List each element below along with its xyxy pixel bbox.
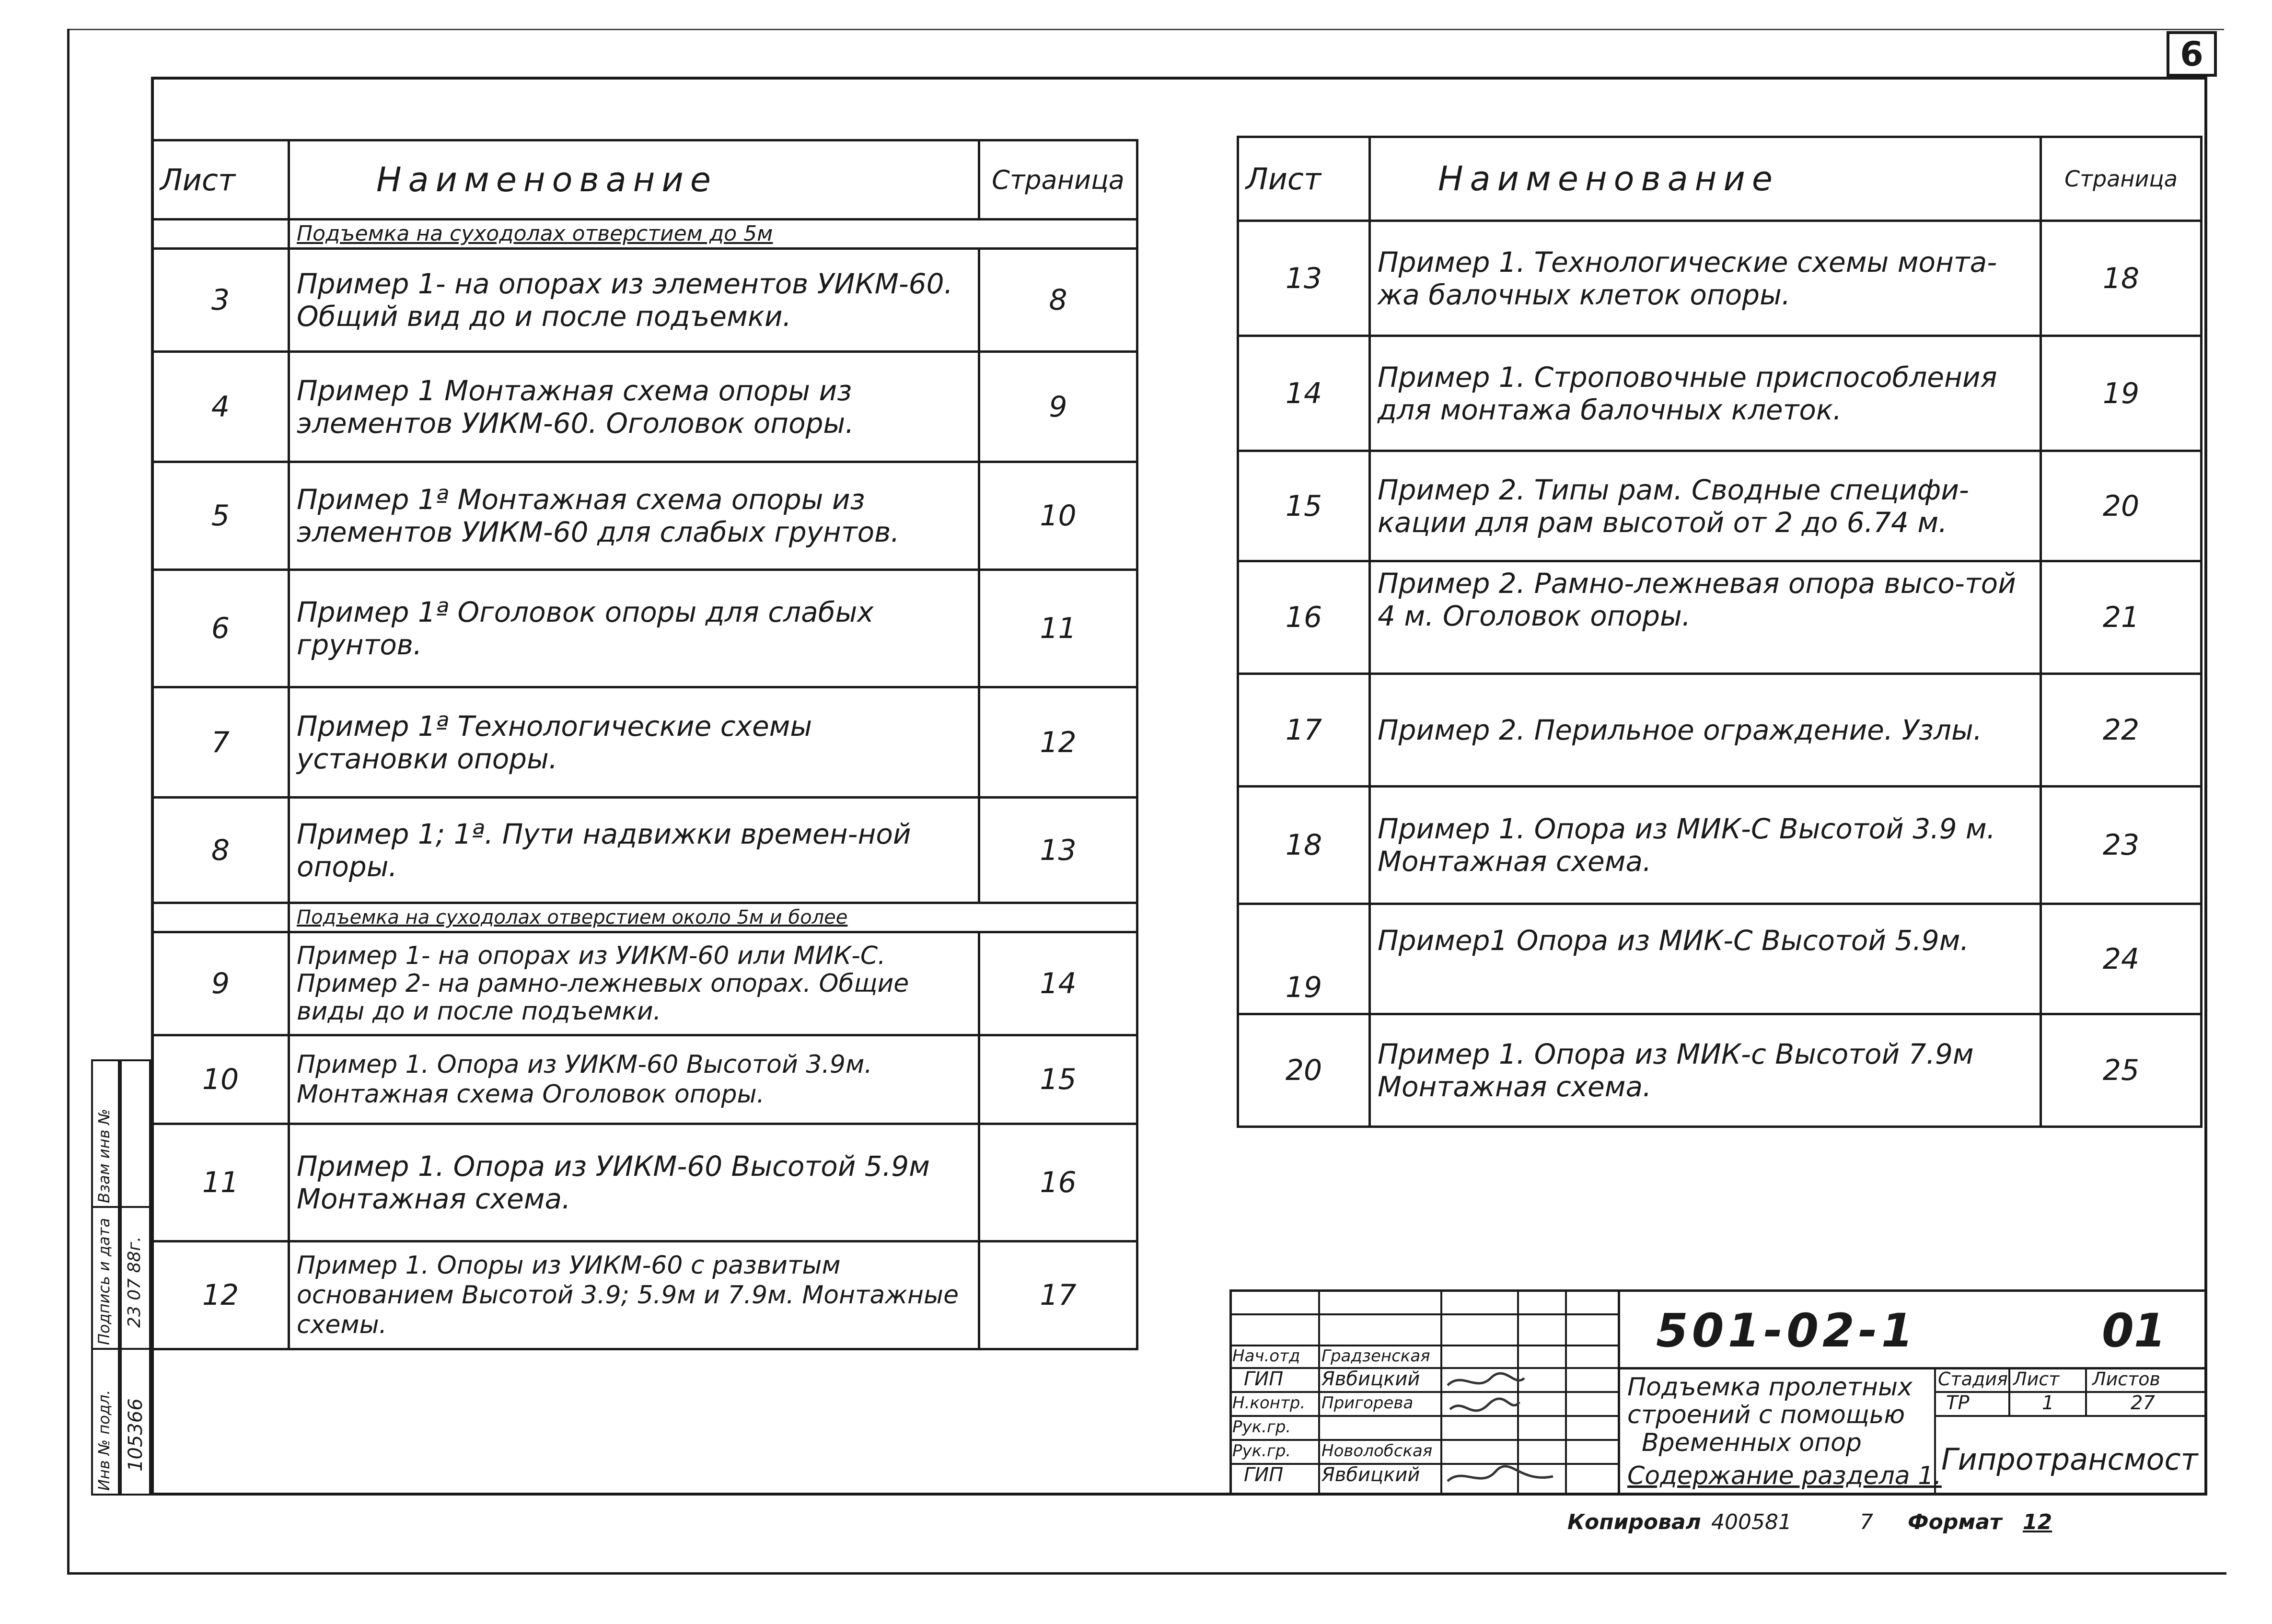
cell-list: 13 [1238, 221, 1370, 336]
section-title: Подъемка на суходолах отверстием около 5м и более [289, 903, 1137, 932]
header-list: Лист [152, 140, 289, 220]
cell-name: Пример 1. Опора из УИКМ-60 Высотой 3.9м. Монтажная схема Оголовок опоры. [289, 1035, 979, 1124]
role-label: Рук.гр. [1232, 1417, 1291, 1437]
title-line: строений с помощью [1627, 1401, 1905, 1429]
role-label: ГИП [1244, 1464, 1284, 1486]
cell-list: 3 [152, 249, 289, 352]
cell-name: Пример 1. Опора из МИК-с Высотой 7.9м Монтажная схема. [1370, 1014, 2041, 1127]
cell-list: 15 [1238, 451, 1370, 561]
contents-table-right [1237, 136, 2202, 1128]
table-row [1238, 336, 2202, 451]
cell-name: Пример 1. Опора из УИКМ-60 Высотой 5.9м Монтажная схема. [289, 1124, 979, 1241]
table-row [152, 932, 1137, 1035]
role-name: Новолобская [1321, 1441, 1433, 1461]
cell-page: 18 [2041, 221, 2202, 336]
sheet-number: 6 [2167, 31, 2217, 77]
table-row [152, 1035, 1137, 1124]
table-row [152, 1124, 1137, 1241]
table-header-row [1238, 137, 2202, 221]
cell-list: 14 [1238, 336, 1370, 451]
role-label: Н.контр. [1232, 1393, 1306, 1413]
cell-list: 16 [1238, 561, 1370, 674]
table-row [152, 462, 1137, 570]
table-row [152, 352, 1137, 462]
organization: Гипротрансмост [1941, 1442, 2198, 1477]
sign-value: 23 07 88г. [125, 1236, 144, 1328]
cell-page: 24 [2041, 904, 2202, 1014]
role-name: Явбицкий [1321, 1464, 1420, 1486]
title-line: Временных опор [1642, 1428, 1862, 1457]
cell-page: 16 [979, 1124, 1137, 1241]
sheet-value: 1 [2042, 1392, 2054, 1414]
cell-page: 25 [2041, 1014, 2202, 1127]
cell-list: 19 [1238, 904, 1370, 1014]
cell-page: 22 [2041, 674, 2202, 787]
sign-label: Подпись и дата [95, 1218, 113, 1345]
role-label: Рук.гр. [1232, 1441, 1291, 1461]
cell-page: 20 [2041, 451, 2202, 561]
table-row [1238, 451, 2202, 561]
role-label: Нач.отд [1232, 1346, 1300, 1366]
cell-list: 18 [1238, 787, 1370, 904]
cell-name: Пример 1ª Монтажная схема опоры из элементов УИКМ-60 для слабых грунтов. [289, 462, 979, 570]
cell-name: Пример 1ª Оголовок опоры для слабых грунтов. [289, 570, 979, 687]
cell-list: 4 [152, 352, 289, 462]
table-row [1238, 1014, 2202, 1127]
cell-page: 17 [979, 1241, 1137, 1349]
cell-list: 20 [1238, 1014, 1370, 1127]
cell-name: Пример 1. Строповочные приспособления для монтажа балочных клеток. [1370, 336, 2041, 451]
sheets-header: Листов [2092, 1369, 2160, 1390]
cell-page: 15 [979, 1035, 1137, 1124]
table-row [1238, 221, 2202, 336]
table-row [152, 570, 1137, 687]
section-row [152, 903, 1137, 932]
table-row [1238, 904, 2202, 1014]
format-value: 12 [2023, 1510, 2052, 1534]
table-row [152, 249, 1137, 352]
role-name: Градзенская [1321, 1346, 1430, 1366]
cell-name: Пример 1 Монтажная схема опоры из элементов УИКМ-60. Оголовок опоры. [289, 352, 979, 462]
cell-name: Пример 1; 1ª. Пути надвижки времен-ной опоры. [289, 798, 979, 903]
drawing-sheet-code: 01 [2102, 1304, 2166, 1357]
role-label: ГИП [1244, 1368, 1284, 1390]
header-page: Страница [979, 140, 1137, 220]
cell-list: 8 [152, 798, 289, 903]
cell-page: 12 [979, 687, 1137, 798]
section-row [152, 220, 1137, 249]
cell-page: 11 [979, 570, 1137, 687]
role-name: Пригорева [1321, 1393, 1414, 1413]
table-row [152, 798, 1137, 903]
cell-page: 23 [2041, 787, 2202, 904]
title-line: Содержание раздела 1. [1627, 1462, 1942, 1490]
header-name: Наименование [289, 140, 979, 220]
cell-name: Пример 1ª Технологические схемы установки опоры. [289, 687, 979, 798]
table-header-row [152, 140, 1137, 220]
cell-name: Пример 2. Типы рам. Сводные специфи-кации для рам высотой от 2 до 6.74 м. [1370, 451, 2041, 561]
header-page: Страница [2041, 137, 2202, 221]
swap-label: Взам инв № [95, 1109, 113, 1203]
cell-list: 9 [152, 932, 289, 1035]
sheets-value: 27 [2131, 1392, 2155, 1414]
cell-name: Пример1 Опора из МИК-С Высотой 5.9м. [1370, 904, 2041, 1014]
side-stamp [91, 1059, 151, 1496]
cell-page: 19 [2041, 336, 2202, 451]
cell-name: Пример 1. Опора из МИК-С Высотой 3.9 м. Монтажная схема. [1370, 787, 2041, 904]
cell-name: Пример 1- на опорах из УИКМ-60 или МИК-С. Пример 2- на рамно-лежневых опорах. Общие виды до и после подъемки. [289, 932, 979, 1035]
cell-page: 13 [979, 798, 1137, 903]
stage-header: Стадия [1938, 1369, 2008, 1390]
header-name: Наименование [1370, 137, 2041, 221]
cell-name: Пример 1. Технологические схемы монта-жа балочных клеток опоры. [1370, 221, 2041, 336]
cell-page: 21 [2041, 561, 2202, 674]
copied-value: 400581 [1711, 1510, 1792, 1534]
cell-list: 17 [1238, 674, 1370, 787]
header-list: Лист [1238, 137, 1370, 221]
cell-name: Пример 2. Рамно-лежневая опора высо-той 4 м. Оголовок опоры. [1370, 561, 2041, 674]
cell-page: 9 [979, 352, 1137, 462]
inv-value: 105366 [125, 1398, 147, 1472]
cell-name: Пример 2. Перильное ограждение. Узлы. [1370, 674, 2041, 787]
cell-list: 6 [152, 570, 289, 687]
table-row [1238, 787, 2202, 904]
table-row [1238, 674, 2202, 787]
section-title: Подъемка на суходолах отверстием до 5м [289, 220, 1137, 249]
sheet-header: Лист [2013, 1369, 2060, 1390]
cell-page: 14 [979, 932, 1137, 1035]
drawing-code: 501-02-1 [1656, 1304, 1917, 1357]
cell-name: Пример 1- на опорах из элементов УИКМ-60. Общий вид до и после подъемки. [289, 249, 979, 352]
inv-label: Инв № подл. [95, 1390, 113, 1491]
role-name: Явбицкий [1321, 1368, 1420, 1390]
title-block [1229, 1289, 2207, 1496]
cell-list: 10 [152, 1035, 289, 1124]
cell-list: 11 [152, 1124, 289, 1241]
stage-value: ТР [1946, 1392, 1970, 1414]
copied-label: Копировал [1567, 1510, 1701, 1534]
cell-name: Пример 1. Опоры из УИКМ-60 с развитым основанием Высотой 3.9; 5.9м и 7.9м. Монтажные схемы. [289, 1241, 979, 1349]
table-row [1238, 561, 2202, 674]
cell-list: 5 [152, 462, 289, 570]
cell-list: 7 [152, 687, 289, 798]
signatures [1443, 1369, 1567, 1493]
cell-list: 12 [152, 1241, 289, 1349]
contents-table-left [151, 139, 1138, 1350]
title-line: Подъемка пролетных [1627, 1373, 1913, 1402]
cell-page: 8 [979, 249, 1137, 352]
format-label: Формат [1908, 1510, 2002, 1534]
copied-mark: 7 [1860, 1510, 1873, 1534]
table-row [152, 687, 1137, 798]
table-row [152, 1241, 1137, 1349]
cell-page: 10 [979, 462, 1137, 570]
